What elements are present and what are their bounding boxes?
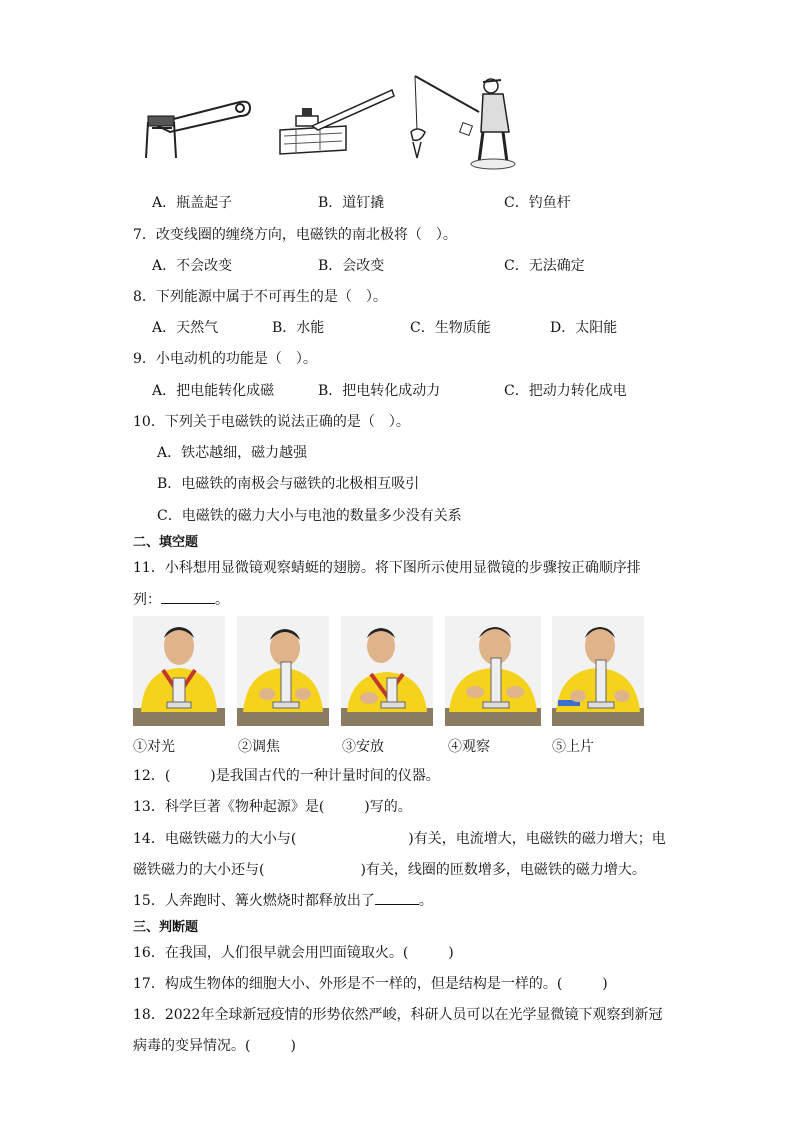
fishing-rod-illustration	[403, 72, 519, 176]
q14-line2: 磁铁磁力的大小还与( )有关，线圈的匝数增多，电磁铁的磁力增大。	[133, 862, 646, 878]
photo-label-3: ③安放	[342, 739, 384, 755]
bottle-opener-illustration	[140, 94, 252, 164]
q8-option-a: A．天然气	[152, 320, 219, 336]
q7-stem: 7．改变线圈的缠绕方向，电磁铁的南北极将（ ）。	[133, 227, 457, 243]
q11-line1: 11．小科想用显微镜观察蜻蜓的翅膀。将下图所示使用显微镜的步骤按正确顺序排	[133, 560, 641, 576]
q16: 16．在我国，人们很早就会用凹面镜取火。( )	[133, 945, 454, 961]
q9-option-b: B．把电转化成动力	[318, 383, 441, 399]
q8-option-d: D．太阳能	[550, 320, 618, 336]
q10-option-b: B．电磁铁的南极会与磁铁的北极相互吸引	[157, 476, 420, 492]
q8-stem: 8．下列能源中属于不可再生的是（ ）。	[133, 289, 387, 305]
q6-option-c: C．钓鱼杆	[504, 195, 571, 211]
q10-stem: 10．下列关于电磁铁的说法正确的是（ ）。	[133, 414, 410, 430]
q17: 17．构成生物体的细胞大小、外形是不一样的，但是结构是一样的。( )	[133, 976, 608, 992]
photo-label-2: ②调焦	[238, 739, 280, 755]
q12: 12．( )是我国古代的一种计量时间的仪器。	[133, 768, 440, 784]
q10-option-a: A．铁芯越细，磁力越强	[157, 445, 308, 461]
q9-option-a: A．把电能转化成磁	[152, 383, 275, 399]
q13: 13．科学巨著《物种起源》是( )写的。	[133, 799, 412, 815]
q15: 15．人奔跑时、篝火燃烧时都释放出了 。	[133, 890, 433, 910]
q11-answer-blank[interactable]	[161, 589, 215, 604]
q9-stem: 9．小电动机的功能是（ ）。	[133, 351, 317, 367]
section-heading-fill-in: 二、填空题	[133, 535, 199, 550]
q6-option-a: A．瓶盖起子	[152, 195, 233, 211]
photo-label-4: ④观察	[448, 739, 490, 755]
q10-option-c: C．电磁铁的磁力大小与电池的数量多少没有关系	[157, 508, 462, 524]
q11-line2: 列： 。	[133, 589, 229, 609]
photo-step-2	[237, 616, 329, 726]
q8-option-c: C．生物质能	[410, 320, 491, 336]
q18-line2: 病毒的变异情况。( )	[133, 1038, 296, 1054]
q7-option-c: C．无法确定	[504, 258, 585, 274]
q15-answer-blank[interactable]	[375, 890, 419, 905]
photo-label-1: ①对光	[133, 739, 175, 755]
photo-step-4	[445, 616, 541, 726]
q14-line1: 14．电磁铁磁力的大小与( )有关，电流增大，电磁铁的磁力增大；电	[133, 831, 666, 847]
q7-option-a: A．不会改变	[152, 258, 233, 274]
q6-option-b: B．道钉撬	[318, 195, 385, 211]
photo-step-1	[133, 616, 225, 726]
photo-step-5	[552, 616, 644, 726]
rail-spike-puller-illustration	[276, 86, 398, 162]
photo-label-5: ⑤上片	[552, 739, 594, 755]
q8-option-b: B．水能	[272, 320, 325, 336]
section-heading-true-false: 三、判断题	[133, 920, 199, 935]
photo-step-3	[341, 616, 433, 726]
q18-line1: 18．2022年全球新冠疫情的形势依然严峻，科研人员可以在光学显微镜下观察到新冠	[133, 1007, 663, 1023]
q7-option-b: B．会改变	[318, 258, 385, 274]
q9-option-c: C．把动力转化成电	[504, 383, 627, 399]
